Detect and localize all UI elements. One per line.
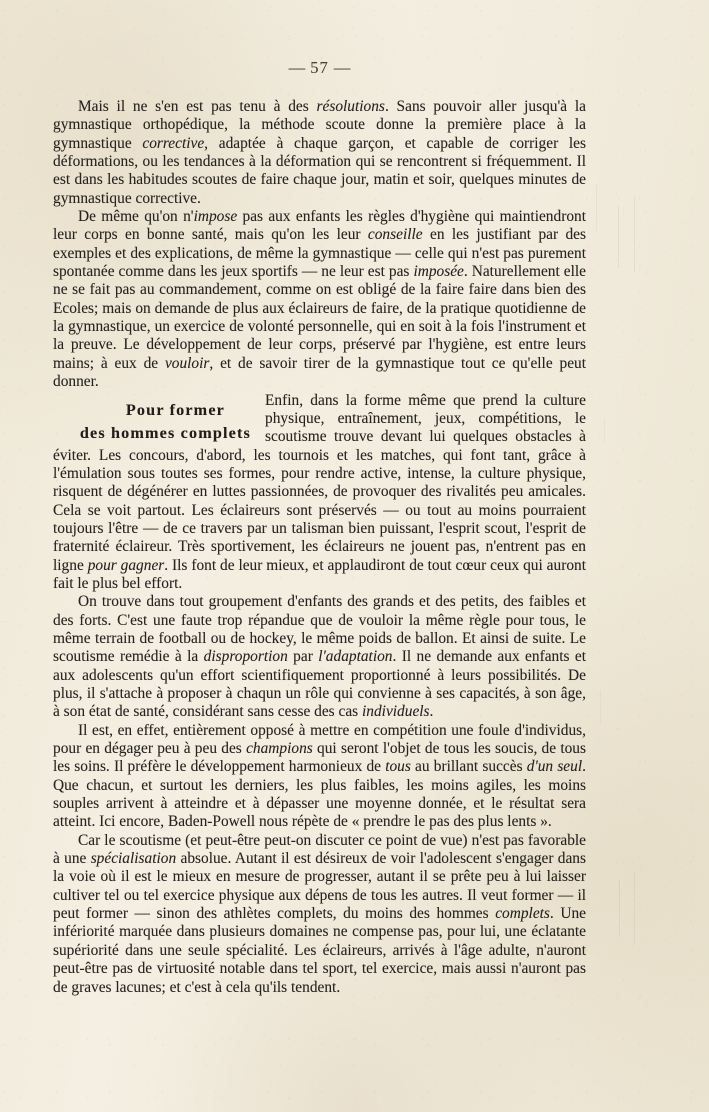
folio-number: 57 <box>310 58 329 77</box>
folio-dash-right: — <box>333 58 351 77</box>
scan-artifact-mark <box>596 185 597 231</box>
page-content <box>53 0 586 997</box>
sidehead-line-1: Pour former <box>125 400 225 419</box>
paragraph-enfin: Enfin, dans la forme même que prend la culture physique, entraînement, jeux, compétitions, le scoutisme trouve devant lui quelques obstacles à éviter. Les concours, d'abord, les tournois et les matches, qui font tant, grâce à l'émulation sous toutes ses formes, pour rendre active, intense, la culture physique, risquent de dégénérer en luttes passionnées, de provoquer des rivalités peu amicales. Cela se voit partout. Les éclaireurs sont préservés — ou tout au moins pourraient toujours l'être — de ce travers par un talisman bien puissant, l'esprit scout, l'esprit de fraternité éclaireur. Très sportivement, les éclaireurs ne jouent pas, n'entrent pas en ligne pour gagner. Ils font de leur mieux, et applaudiront de tout cœur ceux qui auront fait le plus bel effort. <box>53 391 587 592</box>
scan-artifact-mark <box>618 206 619 268</box>
scan-artifact-mark <box>604 418 605 444</box>
section-sidehead <box>53 392 265 447</box>
scan-artifact-mark <box>600 690 601 724</box>
sidehead-line-2: des hommes complets <box>79 423 251 442</box>
paragraph-groupement: On trouve dans tout groupement d'enfants des grands et des petits, des faibles et des forts. C'est une faute trop répandue que de vouloir la même règle pour tous, le même terrain de football ou de hockey, le même poids de ballon. Et ainsi de suite. Le scoutisme remédie à la disproportion par l'adaptation. Il ne demande aux enfants et aux adolescents qu'un effort scientifiquement proportionné à leurs possibilités. De plus, il s'attache à proposer à chaqun un rôle qui convienne à ses capacités, à son âge, à son état de santé, considérant sans cesse des cas individuels. <box>53 593 587 721</box>
folio-dash-left: — <box>288 58 306 77</box>
sidehead-wrap-block <box>53 392 586 594</box>
scan-artifact-mark <box>619 880 620 936</box>
scan-artifact-mark <box>634 196 635 272</box>
paragraph-resolutions: Mais il ne s'en est pas tenu à des résolutions. Sans pouvoir aller jusqu'à la gymnastique orthopédique, la méthode scoute donne la première place à la gymnastique corrective, adaptée à chaque garçon, et capable de corriger les déformations, ou les tendances à la déformation qui se rencontrent si fréquemment. Il est dans les habitudes scoutes de faire chaque jour, matin et soir, quelques minutes de gymnastique corrective. <box>53 98 587 207</box>
paragraph-competition: Il est, en effet, entièrement opposé à mettre en compétition une foule d'individus, pour en dégager peu à peu des champions qui seront l'objet de tous les soucis, de tous les soins. Il préfère le développement harmonieux de tous au brillant succès d'un seul. Que chacun, et surtout les derniers, les plus faibles, les moins agiles, les moins souples arrivent à atteindre et à dépasser une moyenne donnée, et le résultat sera atteint. Ici encore, Baden-Powell nous répète de « prendre le pas des plus lents ». <box>53 721 586 831</box>
body-text-column <box>53 98 586 997</box>
scan-artifact-mark <box>634 872 635 944</box>
paragraph-specialisation: Car le scoutisme (et peut-être peut-on discuter ce point de vue) n'est pas favorable à une spécialisation absolue. Autant il est désireux de voir l'adolescent s'engager dans la voie où il est le mieux en mesure de progresser, autant il se prête peu à lui laisser cultiver tel ou tel exercice physique aux dépens de tous les autres. Il veut former — il peut former — sinon des athlètes complets, du moins des hommes complets. Une infériorité marquée dans plusieurs domaines ne compense pas, pour lui, une éclatante supériorité dans une seule spécialité. Les éclaireurs, arrivés à l'âge adulte, n'auront peut-être pas de virtuosité notable dans tel sport, tel exercice, mais aussi n'auront pas de graves lacunes; et c'est à cela qu'ils tendent. <box>53 831 586 996</box>
paragraph-hygiene: De même qu'on n'impose pas aux enfants les règles d'hygiène qui maintiendront leur corps en bonne santé, mais qu'on les leur conseille en les justifiant par des exemples et des explications, de même la gymnastique — celle qui n'est pas purement spontanée comme dans les jeux sportifs — ne leur est pas imposée. Naturellement elle ne se fait pas au commandement, comme on est obligé de la faire faire dans bien des Ecoles; mais on demande de plus aux éclaireurs de faire, de la pratique quotidienne de la gymnastique, un exercice de volonté personnelle, qui en soit à la fois l'instrument et la preuve. Le développement de leur corps, préservé par l'hygiène, est entre leurs mains; à eux de vouloir, et de savoir tirer de la gymnastique tout ce qu'elle peut donner. <box>53 208 586 391</box>
folio-page-number <box>53 0 586 78</box>
